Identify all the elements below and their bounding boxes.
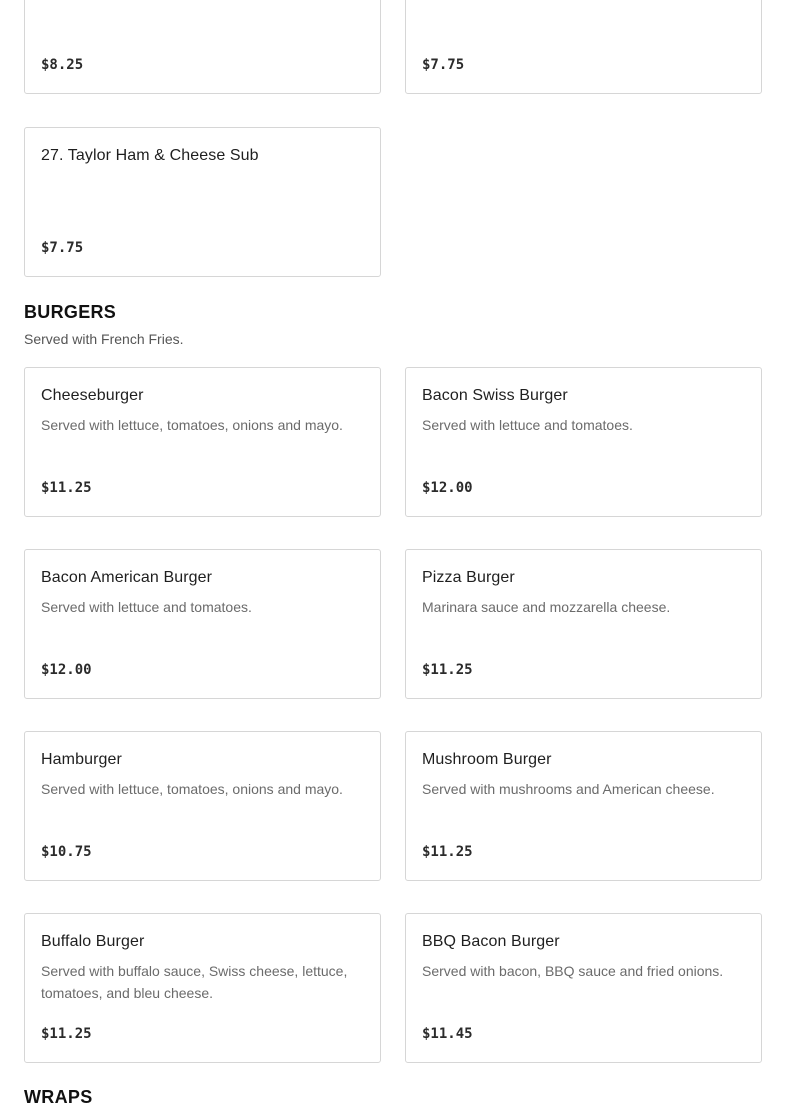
menu-item-card[interactable] [405, 913, 762, 1063]
menu-item-card[interactable] [405, 367, 762, 517]
section-title-burgers: BURGERS [24, 302, 117, 322]
menu-item-name: Buffalo Burger [41, 933, 145, 950]
menu-item-name: 27. Taylor Ham & Cheese Sub [41, 147, 259, 164]
menu-item-price: $12.00 [41, 662, 92, 678]
menu-item-price: $8.25 [41, 57, 84, 73]
menu-item-card[interactable] [24, 731, 381, 881]
menu-item-card[interactable] [24, 127, 381, 277]
menu-item-description: Served with lettuce, tomatoes, onions and mayo. [41, 417, 343, 433]
menu-item-price: $10.75 [41, 844, 92, 860]
section-title-wraps: WRAPS [24, 1087, 93, 1107]
menu-item-price: $11.25 [41, 480, 92, 496]
menu-item-card[interactable] [405, 731, 762, 881]
menu-item-price: $7.75 [41, 240, 84, 256]
menu-item-name: Cheeseburger [41, 387, 144, 404]
menu-item-card[interactable] [405, 0, 762, 94]
menu-item-description: Served with bacon, BBQ sauce and fried onions. [422, 963, 724, 979]
menu-item-price: $11.25 [422, 662, 473, 678]
menu-item-name: Hamburger [41, 751, 122, 768]
menu-item-description: Marinara sauce and mozzarella cheese. [422, 599, 671, 615]
menu-item-price: $11.45 [422, 1026, 473, 1042]
menu-item-description: Served with lettuce and tomatoes. [41, 599, 252, 615]
menu-item-name: Bacon Swiss Burger [422, 387, 568, 404]
menu-item-name: BBQ Bacon Burger [422, 933, 560, 950]
menu-item-card[interactable] [24, 367, 381, 517]
menu-item-price: $11.25 [422, 844, 473, 860]
menu-item-description: Served with lettuce and tomatoes. [422, 417, 633, 433]
menu-item-name: Bacon American Burger [41, 569, 213, 586]
menu-item-card[interactable] [24, 0, 381, 94]
section-subtitle-burgers: Served with French Fries. [24, 331, 184, 347]
menu-item-price: $7.75 [422, 57, 465, 73]
menu-item-description: Served with lettuce, tomatoes, onions and mayo. [41, 781, 343, 797]
menu-item-price: $11.25 [41, 1026, 92, 1042]
menu-item-price: $12.00 [422, 480, 473, 496]
menu-item-card[interactable] [24, 913, 381, 1063]
menu-item-description: Served with buffalo sauce, Swiss cheese, lettuce, tomatoes, and bleu cheese. [41, 963, 348, 1001]
menu-item-card[interactable] [405, 549, 762, 699]
menu-item-name: Mushroom Burger [422, 751, 552, 768]
menu-item-name: Pizza Burger [422, 569, 515, 586]
menu-item-description: Served with mushrooms and American cheese. [422, 781, 715, 797]
menu-item-card[interactable] [24, 549, 381, 699]
